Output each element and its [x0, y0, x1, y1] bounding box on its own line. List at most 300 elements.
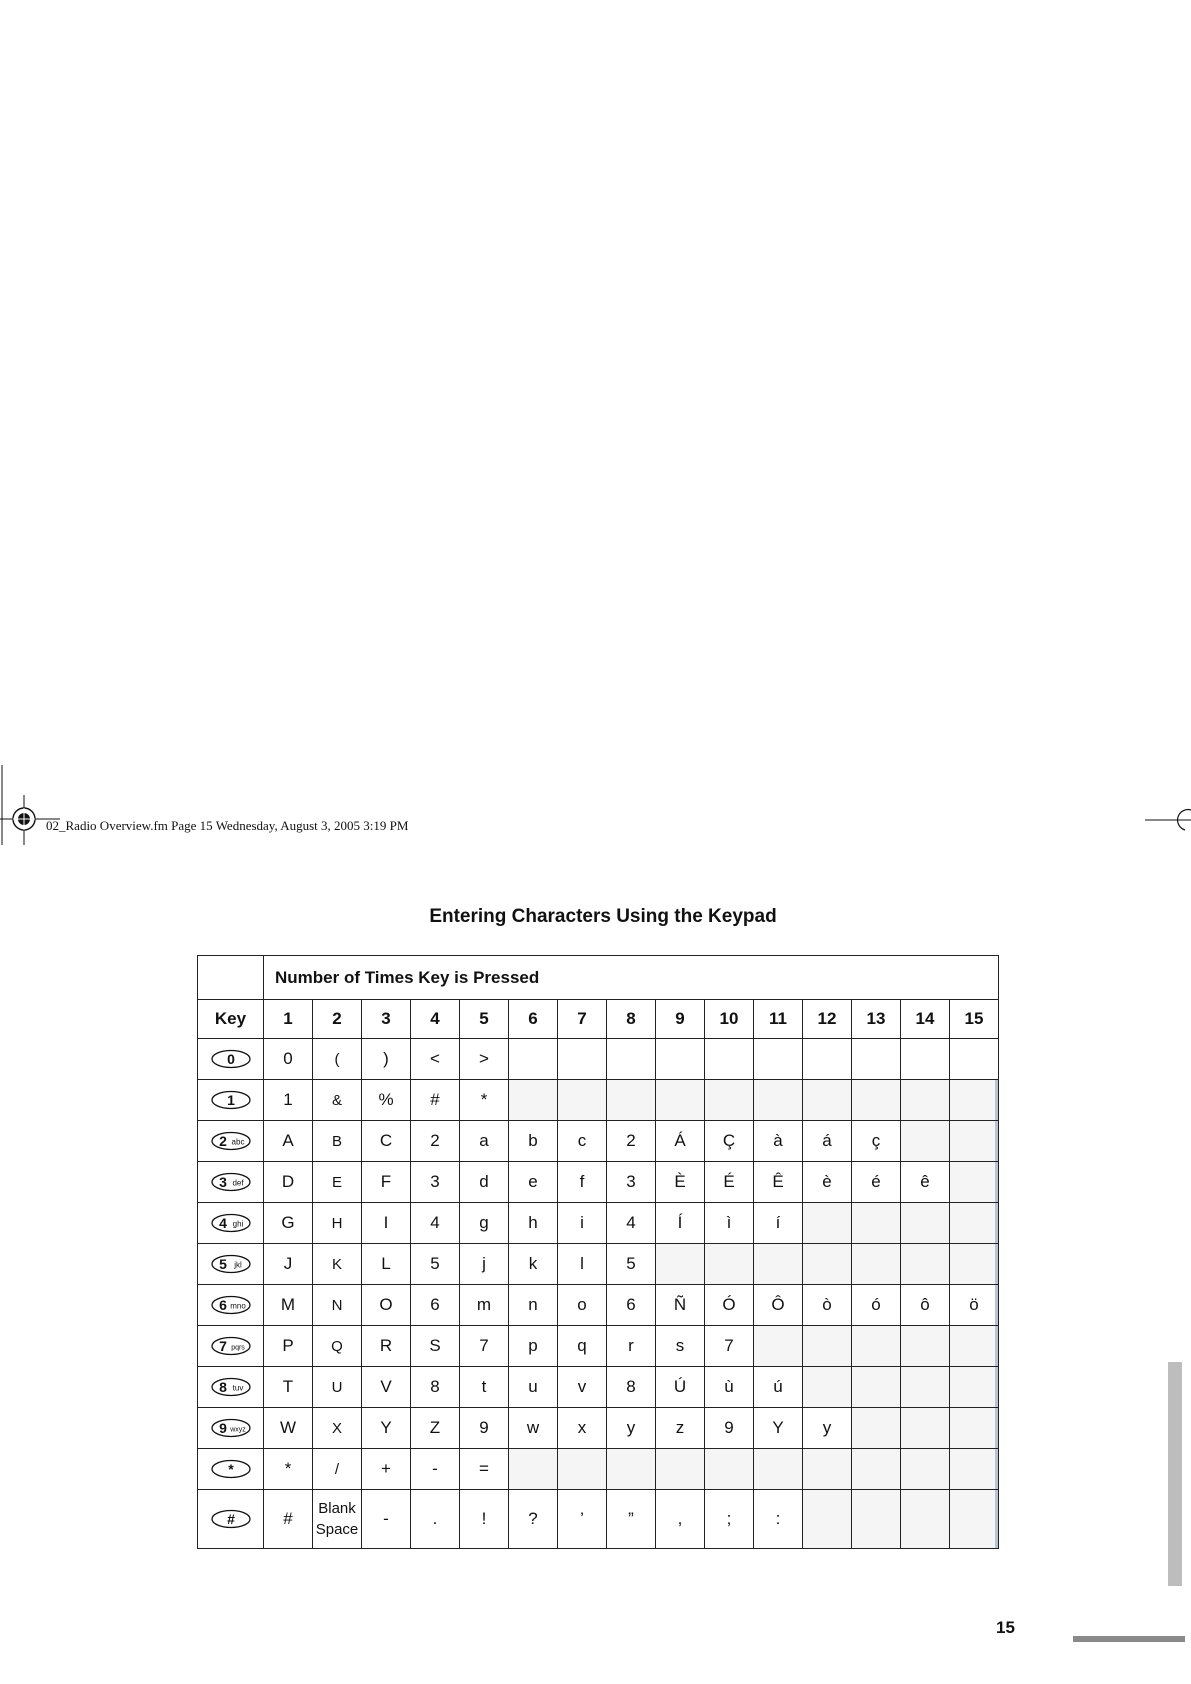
character-cell: [460, 1326, 509, 1367]
key-digit: 8: [218, 1379, 227, 1396]
character-cell: [656, 1449, 705, 1490]
character-cell: [264, 1367, 313, 1408]
character-cell: [362, 1039, 411, 1080]
key-letters: tuv: [232, 1383, 243, 1393]
character-cell: [558, 1244, 607, 1285]
character-cell: [607, 1244, 656, 1285]
character-value: l: [580, 1254, 584, 1273]
key-digit: 0: [226, 1051, 235, 1068]
key-1-icon: [211, 1090, 251, 1110]
character-cell: [558, 1121, 607, 1162]
character-value: *: [284, 1459, 292, 1478]
character-value: X: [331, 1420, 342, 1437]
character-value: j: [482, 1254, 486, 1273]
character-cell: [803, 1326, 852, 1367]
character-cell: [901, 1244, 950, 1285]
character-value: u: [528, 1377, 538, 1396]
character-cell: [411, 1326, 460, 1367]
character-value: à: [773, 1131, 783, 1150]
character-cell: [803, 1244, 852, 1285]
character-cell: [607, 1039, 656, 1080]
character-cell: [509, 1080, 558, 1121]
character-value: i: [580, 1213, 584, 1232]
character-cell: [509, 1285, 558, 1326]
character-cell: [558, 1408, 607, 1449]
key-cell: [198, 1490, 264, 1549]
character-value: U: [331, 1379, 343, 1396]
character-cell: [509, 1367, 558, 1408]
character-cell: [901, 1121, 950, 1162]
press-count-header: 15: [950, 1000, 999, 1039]
character-cell: [411, 1244, 460, 1285]
character-cell: [901, 1039, 950, 1080]
character-value: ô: [920, 1295, 930, 1314]
character-cell: [558, 1367, 607, 1408]
character-cell: [705, 1490, 754, 1549]
press-count-header: 5: [460, 1000, 509, 1039]
press-count-header: 1: [264, 1000, 313, 1039]
character-cell: [362, 1326, 411, 1367]
character-cell: [509, 1449, 558, 1490]
character-cell: [558, 1203, 607, 1244]
character-value: Z: [429, 1418, 441, 1437]
table-row: [198, 1449, 999, 1490]
character-value: ): [383, 1049, 389, 1068]
character-value: n: [528, 1295, 538, 1314]
key-cell: [198, 1326, 264, 1367]
character-cell: [362, 1490, 411, 1549]
character-cell: [901, 1203, 950, 1244]
character-cell: [509, 1039, 558, 1080]
key-cell: [198, 1449, 264, 1490]
character-value: !: [481, 1509, 487, 1528]
character-value: 5: [430, 1254, 440, 1273]
character-cell: [656, 1326, 705, 1367]
character-cell: [460, 1244, 509, 1285]
key-column-header: Key: [198, 1000, 264, 1039]
character-cell: [754, 1244, 803, 1285]
character-cell: [460, 1039, 509, 1080]
character-cell: [901, 1367, 950, 1408]
key-digit: 2: [218, 1133, 227, 1150]
character-value: ç: [871, 1131, 881, 1150]
character-value: L: [381, 1254, 391, 1273]
character-cell: [950, 1490, 999, 1549]
character-cell: [558, 1039, 607, 1080]
table-row: [198, 1367, 999, 1408]
character-cell: [558, 1326, 607, 1367]
character-cell: [313, 1121, 362, 1162]
character-cell: [705, 1326, 754, 1367]
character-cell: [803, 1408, 852, 1449]
character-value: -: [432, 1459, 438, 1478]
character-cell: [950, 1121, 999, 1162]
character-value: 8: [430, 1377, 440, 1396]
character-cell: [950, 1162, 999, 1203]
character-cell: [901, 1449, 950, 1490]
character-cell: [264, 1285, 313, 1326]
character-cell: [803, 1080, 852, 1121]
character-value: 7: [724, 1336, 734, 1355]
character-cell: [558, 1285, 607, 1326]
character-cell: [705, 1449, 754, 1490]
character-cell: [901, 1490, 950, 1549]
character-cell: [460, 1490, 509, 1549]
press-count-header: 9: [656, 1000, 705, 1039]
character-cell: [264, 1244, 313, 1285]
character-cell: [901, 1285, 950, 1326]
character-cell: [656, 1121, 705, 1162]
character-cell: [313, 1408, 362, 1449]
character-cell: [950, 1449, 999, 1490]
key-digit: 1: [226, 1092, 235, 1109]
character-cell: [852, 1203, 901, 1244]
character-value: 7: [479, 1336, 489, 1355]
character-cell: [411, 1367, 460, 1408]
character-value: <: [430, 1049, 440, 1068]
character-value: c: [577, 1131, 587, 1150]
sidebar-tab: [1168, 1362, 1182, 1586]
character-value: á: [822, 1131, 832, 1150]
character-cell: [754, 1367, 803, 1408]
character-cell: [411, 1162, 460, 1203]
character-value: N: [331, 1297, 343, 1314]
character-value: ó: [871, 1295, 881, 1314]
character-value: 3: [626, 1172, 636, 1191]
table-row: [198, 1039, 999, 1080]
character-value: Y: [772, 1418, 784, 1437]
character-value: Ç: [722, 1131, 736, 1150]
character-cell: [264, 1080, 313, 1121]
character-value: 4: [430, 1213, 440, 1232]
character-cell: [852, 1490, 901, 1549]
character-value: 3: [430, 1172, 440, 1191]
character-cell: [950, 1080, 999, 1121]
character-value: ,: [677, 1509, 683, 1528]
character-value: y: [626, 1418, 636, 1437]
character-value: /: [334, 1461, 340, 1478]
character-cell: [460, 1203, 509, 1244]
character-value: 4: [626, 1213, 636, 1232]
character-cell: [754, 1326, 803, 1367]
character-value: S: [429, 1336, 441, 1355]
character-cell: [852, 1326, 901, 1367]
character-cell: [509, 1121, 558, 1162]
character-cell: [852, 1121, 901, 1162]
character-value: T: [282, 1377, 294, 1396]
character-cell: [656, 1367, 705, 1408]
character-cell: [705, 1244, 754, 1285]
key-4-ghi-icon: [211, 1213, 251, 1233]
key-cell: [198, 1244, 264, 1285]
character-value: h: [528, 1213, 538, 1232]
character-cell: [754, 1203, 803, 1244]
footer-bar: [1073, 1636, 1185, 1642]
character-value: P: [282, 1336, 294, 1355]
character-cell: [460, 1080, 509, 1121]
character-value: Ó: [722, 1295, 736, 1314]
key-cell: [198, 1039, 264, 1080]
character-cell: [607, 1326, 656, 1367]
character-value: 2: [626, 1131, 636, 1150]
table-row: [198, 1408, 999, 1449]
character-cell: [950, 1326, 999, 1367]
key-cell: [198, 1162, 264, 1203]
character-cell: [362, 1121, 411, 1162]
press-count-header: 8: [607, 1000, 656, 1039]
character-cell: [803, 1285, 852, 1326]
key-letters: abc: [231, 1137, 244, 1147]
key-digit: 3: [218, 1174, 227, 1191]
character-cell: [362, 1244, 411, 1285]
character-value: #: [430, 1090, 440, 1109]
character-cell: [362, 1285, 411, 1326]
key-digit: 4: [218, 1215, 227, 1232]
character-cell: [754, 1080, 803, 1121]
character-cell: [852, 1039, 901, 1080]
character-cell: [901, 1080, 950, 1121]
key-cell: [198, 1121, 264, 1162]
character-value: Ô: [771, 1295, 785, 1314]
character-cell: [362, 1162, 411, 1203]
key-digit: 9: [218, 1420, 227, 1437]
character-cell: [558, 1080, 607, 1121]
press-count-header: 12: [803, 1000, 852, 1039]
character-cell: [950, 1244, 999, 1285]
press-count-header: 3: [362, 1000, 411, 1039]
character-value: 5: [626, 1254, 636, 1273]
character-value: ì: [726, 1213, 732, 1232]
press-count-header: 4: [411, 1000, 460, 1039]
character-cell: [460, 1285, 509, 1326]
character-cell: [411, 1080, 460, 1121]
character-cell: [509, 1203, 558, 1244]
character-value: ;: [726, 1509, 732, 1528]
character-cell: [313, 1203, 362, 1244]
key-letters: jkl: [233, 1260, 242, 1270]
character-cell: [362, 1449, 411, 1490]
character-value: ”: [628, 1509, 634, 1528]
key-digit: 5: [218, 1256, 227, 1273]
character-cell: [705, 1285, 754, 1326]
character-cell: [705, 1080, 754, 1121]
key-digit: 7: [218, 1338, 227, 1355]
character-cell: [607, 1121, 656, 1162]
character-cell: [754, 1162, 803, 1203]
character-cell: [705, 1203, 754, 1244]
character-cell: [509, 1244, 558, 1285]
character-value: é: [871, 1172, 881, 1191]
key-digit: #: [226, 1511, 235, 1528]
character-cell: [411, 1039, 460, 1080]
character-value: 1: [283, 1090, 293, 1109]
character-value: m: [476, 1295, 492, 1314]
character-value: G: [281, 1213, 295, 1232]
press-count-header: 7: [558, 1000, 607, 1039]
character-value: v: [577, 1377, 587, 1396]
character-value: 9: [724, 1418, 734, 1437]
character-cell: [460, 1121, 509, 1162]
character-value: f: [579, 1172, 585, 1191]
key-5-jkl-icon: [211, 1254, 251, 1274]
character-cell: [264, 1203, 313, 1244]
character-cell: [901, 1162, 950, 1203]
character-value: í: [775, 1213, 781, 1232]
character-cell: [950, 1408, 999, 1449]
character-value: H: [331, 1215, 343, 1232]
character-cell: [607, 1203, 656, 1244]
key-2-abc-icon: [211, 1131, 251, 1151]
character-cell: [803, 1162, 852, 1203]
character-cell: [754, 1490, 803, 1549]
character-cell: [362, 1367, 411, 1408]
character-value: >: [479, 1049, 489, 1068]
table-row: [198, 1285, 999, 1326]
character-cell: [754, 1039, 803, 1080]
key-cell: [198, 1203, 264, 1244]
character-value: q: [577, 1336, 587, 1355]
character-cell: [754, 1449, 803, 1490]
character-value: V: [380, 1377, 392, 1396]
character-value: K: [331, 1256, 342, 1273]
group-header: Number of Times Key is Pressed: [264, 956, 999, 1000]
character-value: g: [479, 1213, 489, 1232]
character-cell: [656, 1490, 705, 1549]
character-cell: [656, 1162, 705, 1203]
character-value: É: [723, 1172, 735, 1191]
key-3-def-icon: [211, 1172, 251, 1192]
character-cell: [313, 1039, 362, 1080]
character-value: *: [480, 1090, 488, 1109]
character-value: Ê: [772, 1172, 784, 1191]
key-9-wxyz-icon: [211, 1418, 251, 1438]
character-cell: [656, 1039, 705, 1080]
press-count-header: 11: [754, 1000, 803, 1039]
character-cell: [950, 1367, 999, 1408]
character-value: Y: [380, 1418, 392, 1437]
character-cell: [950, 1039, 999, 1080]
character-cell: [607, 1285, 656, 1326]
character-cell: [264, 1121, 313, 1162]
character-cell: [803, 1203, 852, 1244]
character-cell: [509, 1162, 558, 1203]
character-cell: [460, 1449, 509, 1490]
character-value: 0: [283, 1049, 293, 1068]
character-cell: [411, 1203, 460, 1244]
character-value: ò: [822, 1295, 832, 1314]
character-cell: [460, 1162, 509, 1203]
character-value: Ñ: [673, 1295, 687, 1314]
character-cell: [852, 1285, 901, 1326]
character-cell: [852, 1408, 901, 1449]
key-star-icon: [211, 1459, 251, 1479]
key-letters: pqrs: [230, 1344, 245, 1352]
key-digit: *: [227, 1461, 234, 1478]
character-value: y: [822, 1418, 832, 1437]
character-value: A: [282, 1131, 294, 1150]
character-cell: [754, 1121, 803, 1162]
press-count-header: 13: [852, 1000, 901, 1039]
table-row: [198, 1244, 999, 1285]
character-value: a: [479, 1131, 489, 1150]
key-6-mno-icon: [211, 1295, 251, 1315]
character-value: È: [674, 1172, 686, 1191]
character-cell: [411, 1408, 460, 1449]
key-0-icon: [211, 1049, 251, 1069]
character-value: F: [380, 1172, 392, 1191]
character-cell: [313, 1080, 362, 1121]
character-cell: [705, 1121, 754, 1162]
character-value: z: [675, 1418, 685, 1437]
character-cell: [656, 1408, 705, 1449]
character-cell: [950, 1285, 999, 1326]
character-value: ê: [920, 1172, 930, 1191]
character-value: è: [822, 1172, 832, 1191]
character-cell: [411, 1285, 460, 1326]
character-value: 2: [430, 1131, 440, 1150]
character-cell: [705, 1408, 754, 1449]
table-row: [198, 1080, 999, 1121]
character-value: D: [281, 1172, 295, 1191]
key-digit: 6: [218, 1297, 227, 1314]
key-7-pqrs-icon: [211, 1336, 251, 1356]
character-value: :: [775, 1509, 781, 1528]
character-cell: [362, 1080, 411, 1121]
character-cell: [313, 1244, 362, 1285]
character-cell: [656, 1285, 705, 1326]
corner-cell: [198, 956, 264, 1000]
character-cell: [264, 1449, 313, 1490]
character-cell: [656, 1080, 705, 1121]
key-letters: mno: [229, 1301, 246, 1311]
character-cell: [509, 1408, 558, 1449]
key-8-tuv-icon: [211, 1377, 251, 1397]
key-cell: [198, 1285, 264, 1326]
table-row: [198, 1162, 999, 1203]
character-value: k: [528, 1254, 538, 1273]
character-cell: [754, 1285, 803, 1326]
character-value: o: [577, 1295, 587, 1314]
crop-mark-right-icon: [1145, 808, 1191, 838]
character-value: 9: [479, 1418, 489, 1437]
character-cell: [264, 1326, 313, 1367]
character-value: #: [283, 1509, 293, 1528]
character-cell: [607, 1162, 656, 1203]
key-cell: [198, 1080, 264, 1121]
character-cell: [460, 1367, 509, 1408]
character-value: d: [479, 1172, 489, 1191]
character-value: e: [528, 1172, 538, 1191]
character-value: I: [383, 1213, 389, 1232]
character-cell: [607, 1449, 656, 1490]
file-info-header: 02_Radio Overview.fm Page 15 Wednesday, August 3, 2005 3:19 PM: [46, 818, 409, 833]
character-cell: [313, 1367, 362, 1408]
character-cell: [558, 1162, 607, 1203]
character-value: Í: [677, 1213, 683, 1232]
page-number: 15: [996, 1618, 1015, 1637]
character-value: O: [379, 1295, 393, 1314]
press-count-header: 2: [313, 1000, 362, 1039]
character-cell: [754, 1408, 803, 1449]
character-value: s: [675, 1336, 685, 1355]
page-title: Entering Characters Using the Keypad: [429, 906, 777, 927]
character-cell: [852, 1449, 901, 1490]
character-value: ?: [528, 1509, 538, 1528]
character-cell: [656, 1244, 705, 1285]
character-cell: [656, 1203, 705, 1244]
character-cell: [803, 1121, 852, 1162]
character-value: ú: [773, 1377, 783, 1396]
